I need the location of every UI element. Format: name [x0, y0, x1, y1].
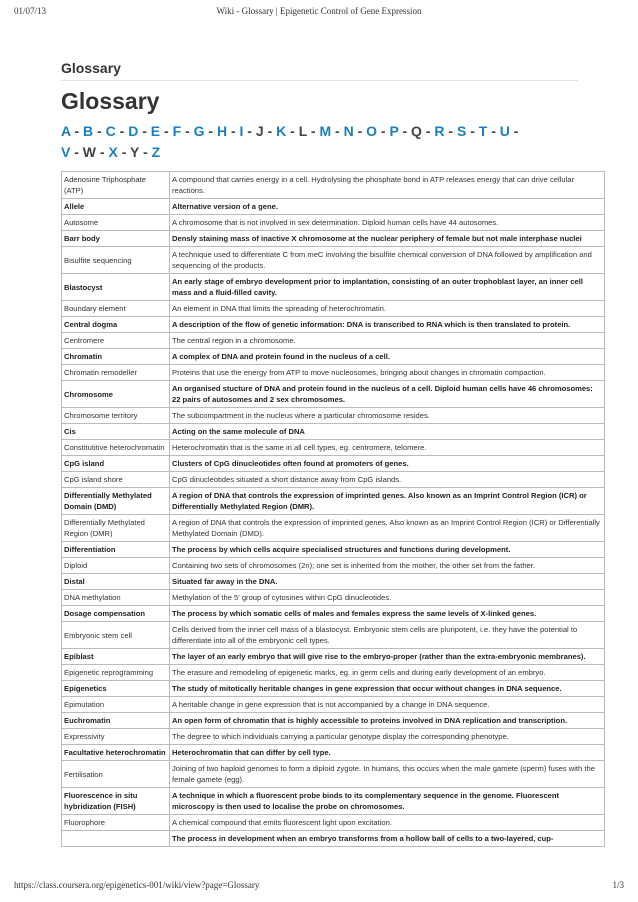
alpha-separator: -	[204, 123, 217, 139]
alpha-separator: -	[421, 123, 435, 139]
table-row	[62, 408, 605, 424]
print-date: 01/07/13	[14, 6, 47, 16]
alpha-separator: -	[70, 144, 83, 160]
alpha-separator: -	[286, 123, 299, 139]
definition-cell: A compound that carries energy in a cell. Hydrolysing the phosphate bond in ATP releases energy that can drive cellular reactions.	[170, 172, 605, 199]
definition-cell: The process by which cells acquire specialised structures and functions during development.	[170, 542, 605, 558]
table-row	[62, 488, 605, 515]
definition-cell: A chemical compound that emits fluorescent light upon excitation.	[170, 815, 605, 831]
definition-cell: The process in development when an embryo transforms from a hollow ball of cells to a two-layered, cup-	[170, 831, 605, 847]
table-row	[62, 697, 605, 713]
alpha-separator: -	[138, 123, 151, 139]
table-row	[62, 456, 605, 472]
definition-cell: Clusters of CpG dinucleotides often found at promoters of genes.	[170, 456, 605, 472]
table-row	[62, 424, 605, 440]
term-cell: Dosage compensation	[62, 606, 170, 622]
table-row	[62, 745, 605, 761]
table-row	[62, 649, 605, 665]
definition-cell: A region of DNA that controls the expression of imprinted genes. Also known as an Imprint Control Region (ICR) or Differentially Methylated Region (DMR).	[170, 488, 605, 515]
definition-cell: A heritable change in gene expression that is not accompanied by a change in DNA sequence.	[170, 697, 605, 713]
term-cell: Allele	[62, 199, 170, 215]
definition-cell: Acting on the same molecule of DNA	[170, 424, 605, 440]
alpha-separator: -	[466, 123, 479, 139]
definition-cell: A complex of DNA and protein found in the nucleus of a cell.	[170, 349, 605, 365]
divider	[61, 80, 578, 81]
page-number: 1/3	[612, 880, 624, 890]
table-row	[62, 199, 605, 215]
term-cell: Embryonic stem cell	[62, 622, 170, 649]
alpha-link-v[interactable]: V	[61, 144, 71, 160]
term-cell: Distal	[62, 574, 170, 590]
definition-cell: Alternative version of a gene.	[170, 199, 605, 215]
term-cell: Bisulfite sequencing	[62, 247, 170, 274]
table-row	[62, 472, 605, 488]
table-row	[62, 515, 605, 542]
term-cell: Central dogma	[62, 317, 170, 333]
term-cell: DNA methylation	[62, 590, 170, 606]
alpha-link-i[interactable]: I	[239, 123, 244, 139]
alpha-letter-y: Y	[130, 144, 140, 160]
table-row	[62, 172, 605, 199]
term-cell: Fluorescence in situ hybridization (FISH)	[62, 788, 170, 815]
term-cell: Chromosome	[62, 381, 170, 408]
alpha-separator: -	[331, 123, 344, 139]
alpha-link-k[interactable]: K	[276, 123, 287, 139]
alpha-link-b[interactable]: B	[83, 123, 94, 139]
definition-cell: Heterochromatin that is the same in all cell types, eg. centromere, telomere.	[170, 440, 605, 456]
definition-cell: CpG dinucleotides situated a short distance away from CpG islands.	[170, 472, 605, 488]
term-cell: Epigenetics	[62, 681, 170, 697]
alpha-link-h[interactable]: H	[216, 123, 228, 139]
alpha-separator: -	[181, 123, 194, 139]
alpha-separator: -	[117, 144, 131, 160]
alpha-separator: -	[139, 144, 152, 160]
definition-cell: The central region in a chromosome.	[170, 333, 605, 349]
definition-cell: Joining of two haploid genomes to form a diploid zygote. In humans, this occurs when the male gamete (sperm) fuses with the female gamete (egg).	[170, 761, 605, 788]
alpha-letter-w: W	[82, 144, 97, 160]
alpha-link-g[interactable]: G	[193, 123, 205, 139]
term-cell: Adenosine Triphosphate (ATP)	[62, 172, 170, 199]
term-cell: Cis	[62, 424, 170, 440]
alpha-separator: -	[115, 123, 129, 139]
term-cell: Euchromatin	[62, 713, 170, 729]
term-cell: Differentially Methylated Domain (DMD)	[62, 488, 170, 515]
definition-cell: A technique used to differentiate C from meC involving the bisulfite chemical conversion of DNA followed by amplification and sequencing of the products.	[170, 247, 605, 274]
alpha-separator: -	[509, 123, 519, 139]
term-cell: Fertilisation	[62, 761, 170, 788]
alpha-letter-q: Q	[411, 123, 422, 139]
alphabet-index	[61, 121, 581, 163]
table-row	[62, 440, 605, 456]
term-cell: Fluorophore	[62, 815, 170, 831]
term-cell: Differentiation	[62, 542, 170, 558]
table-row	[62, 761, 605, 788]
term-cell: Chromatin	[62, 349, 170, 365]
alpha-separator: -	[263, 123, 277, 139]
table-row	[62, 729, 605, 745]
alpha-separator: -	[487, 123, 500, 139]
alpha-link-m[interactable]: M	[319, 123, 332, 139]
term-cell: Barr body	[62, 231, 170, 247]
alpha-separator: -	[93, 123, 106, 139]
table-row	[62, 215, 605, 231]
table-row	[62, 622, 605, 649]
definition-cell: The degree to which individuals carrying a particular genotype display the corresponding phenotype.	[170, 729, 605, 745]
definition-cell: An open form of chromatin that is highly accessible to proteins involved in DNA replication and transcription.	[170, 713, 605, 729]
alpha-link-d[interactable]: D	[128, 123, 139, 139]
alpha-separator: -	[444, 123, 457, 139]
table-row	[62, 231, 605, 247]
page-title: Glossary	[61, 88, 160, 114]
alpha-link-u[interactable]: U	[499, 123, 510, 139]
alpha-separator: -	[243, 123, 256, 139]
table-row	[62, 574, 605, 590]
table-row	[62, 317, 605, 333]
term-cell: Chromosome territory	[62, 408, 170, 424]
alpha-separator: -	[96, 144, 109, 160]
glossary-table	[61, 171, 605, 847]
definition-cell: Heterochromatin that can differ by cell type.	[170, 745, 605, 761]
definition-cell: Situated far away in the DNA.	[170, 574, 605, 590]
table-row	[62, 349, 605, 365]
definition-cell: The study of mitotically heritable changes in gene expression that occur without changes in DNA sequence.	[170, 681, 605, 697]
alpha-link-f[interactable]: F	[172, 123, 182, 139]
definition-cell: The subcompartment in the nucleus where a particular chromosome resides.	[170, 408, 605, 424]
term-cell: CpG island shore	[62, 472, 170, 488]
table-row	[62, 788, 605, 815]
term-cell: CpG island	[62, 456, 170, 472]
table-row	[62, 301, 605, 317]
definition-cell: The erasure and remodeling of epigenetic marks, eg. in germ cells and during early development of an embryo.	[170, 665, 605, 681]
table-row	[62, 542, 605, 558]
term-cell: Epiblast	[62, 649, 170, 665]
alpha-separator: -	[353, 123, 367, 139]
definition-cell: The process by which somatic cells of males and females express the same levels of X-linked genes.	[170, 606, 605, 622]
alpha-link-o[interactable]: O	[366, 123, 378, 139]
alpha-separator: -	[307, 123, 320, 139]
alpha-separator: -	[160, 123, 173, 139]
definition-cell: Methylation of the 5' group of cytosines within CpG dinucleotides.	[170, 590, 605, 606]
print-title: Wiki - Glossary | Epigenetic Control of Gene Expression	[216, 6, 422, 16]
table-row	[62, 247, 605, 274]
section-title: Glossary	[61, 60, 121, 76]
table-row	[62, 274, 605, 301]
alpha-letter-j: J	[255, 123, 264, 139]
alpha-link-a[interactable]: A	[61, 123, 71, 139]
definition-cell: Containing two sets of chromosomes (2n); one set is inherited from the mother, the other set from the father.	[170, 558, 605, 574]
term-cell: Constitutitive heterochromatin	[62, 440, 170, 456]
table-row	[62, 333, 605, 349]
alpha-link-x[interactable]: X	[108, 144, 118, 160]
table-row	[62, 815, 605, 831]
term-cell: Blastocyst	[62, 274, 170, 301]
alpha-link-n[interactable]: N	[343, 123, 354, 139]
table-row	[62, 831, 605, 847]
term-cell: Centromere	[62, 333, 170, 349]
table-row	[62, 558, 605, 574]
definition-cell: An organised stucture of DNA and protein found in the nucleus of a cell. Diploid human cells have 46 chromosomes: 22 pairs of autosomes and 2 sex chromosomes.	[170, 381, 605, 408]
alpha-link-p[interactable]: P	[389, 123, 399, 139]
term-cell: Facultative heterochromatin	[62, 745, 170, 761]
definition-cell: A chromosome that is not involved in sex determination. Diploid human cells have 44 autosomes.	[170, 215, 605, 231]
alpha-link-r[interactable]: R	[434, 123, 445, 139]
alpha-link-e[interactable]: E	[150, 123, 161, 139]
alpha-separator: -	[227, 123, 240, 139]
alpha-letter-l: L	[298, 123, 307, 139]
print-header	[14, 6, 624, 20]
definition-cell: An element in DNA that limits the spreading of heterochromatin.	[170, 301, 605, 317]
term-cell: Epimutation	[62, 697, 170, 713]
table-row	[62, 381, 605, 408]
table-row	[62, 365, 605, 381]
term-cell: Epigenetic reprogramming	[62, 665, 170, 681]
term-cell: Expressivity	[62, 729, 170, 745]
print-footer	[14, 880, 624, 894]
term-cell: Chromatin remodeller	[62, 365, 170, 381]
alpha-separator: -	[398, 123, 412, 139]
definition-cell: The layer of an early embryo that will give rise to the embryo-proper (rather than the extra-embryonic membranes).	[170, 649, 605, 665]
table-row	[62, 665, 605, 681]
table-row	[62, 681, 605, 697]
definition-cell: A region of DNA that controls the expression of imprinted genes. Also known as an Imprint Control Region (ICR) or Differentially Methylated Domain (DMD).	[170, 515, 605, 542]
alpha-link-s[interactable]: S	[456, 123, 467, 139]
table-row	[62, 713, 605, 729]
definition-cell: Cells derived from the inner cell mass of a blastocyst. Embryonic stem cells are pluripotent, i.e. they have the potential to differentiate into all of the embryonic cell types.	[170, 622, 605, 649]
term-cell: Differentially Methylated Region (DMR)	[62, 515, 170, 542]
term-cell: Autosome	[62, 215, 170, 231]
definition-cell: An early stage of embryo development prior to implantation, consisting of an outer trophoblast layer, an inner cell mass and a fluid-filled cavity.	[170, 274, 605, 301]
term-cell	[62, 831, 170, 847]
definition-cell: Densly staining mass of inactive X chromosome at the nuclear periphery of female but not male interphase nuclei	[170, 231, 605, 247]
alpha-link-c[interactable]: C	[105, 123, 116, 139]
term-cell: Diploid	[62, 558, 170, 574]
definition-cell: A technique in which a fluorescent probe binds to its complementary sequence in the genome. Fluorescent microscopy is then used to localise the probe on chromosomes.	[170, 788, 605, 815]
alpha-link-t[interactable]: T	[478, 123, 488, 139]
print-url: https://class.coursera.org/epigenetics-001/wiki/view?page=Glossary	[14, 880, 260, 890]
alpha-link-z[interactable]: Z	[151, 144, 161, 160]
definition-cell: Proteins that use the energy from ATP to move nucleosomes, bringing about changes in chromatin compaction.	[170, 365, 605, 381]
alpha-separator: -	[70, 123, 84, 139]
table-row	[62, 590, 605, 606]
table-row	[62, 606, 605, 622]
term-cell: Boundary element	[62, 301, 170, 317]
alpha-separator: -	[377, 123, 390, 139]
definition-cell: A description of the flow of genetic information: DNA is transcribed to RNA which is then translated to protein.	[170, 317, 605, 333]
